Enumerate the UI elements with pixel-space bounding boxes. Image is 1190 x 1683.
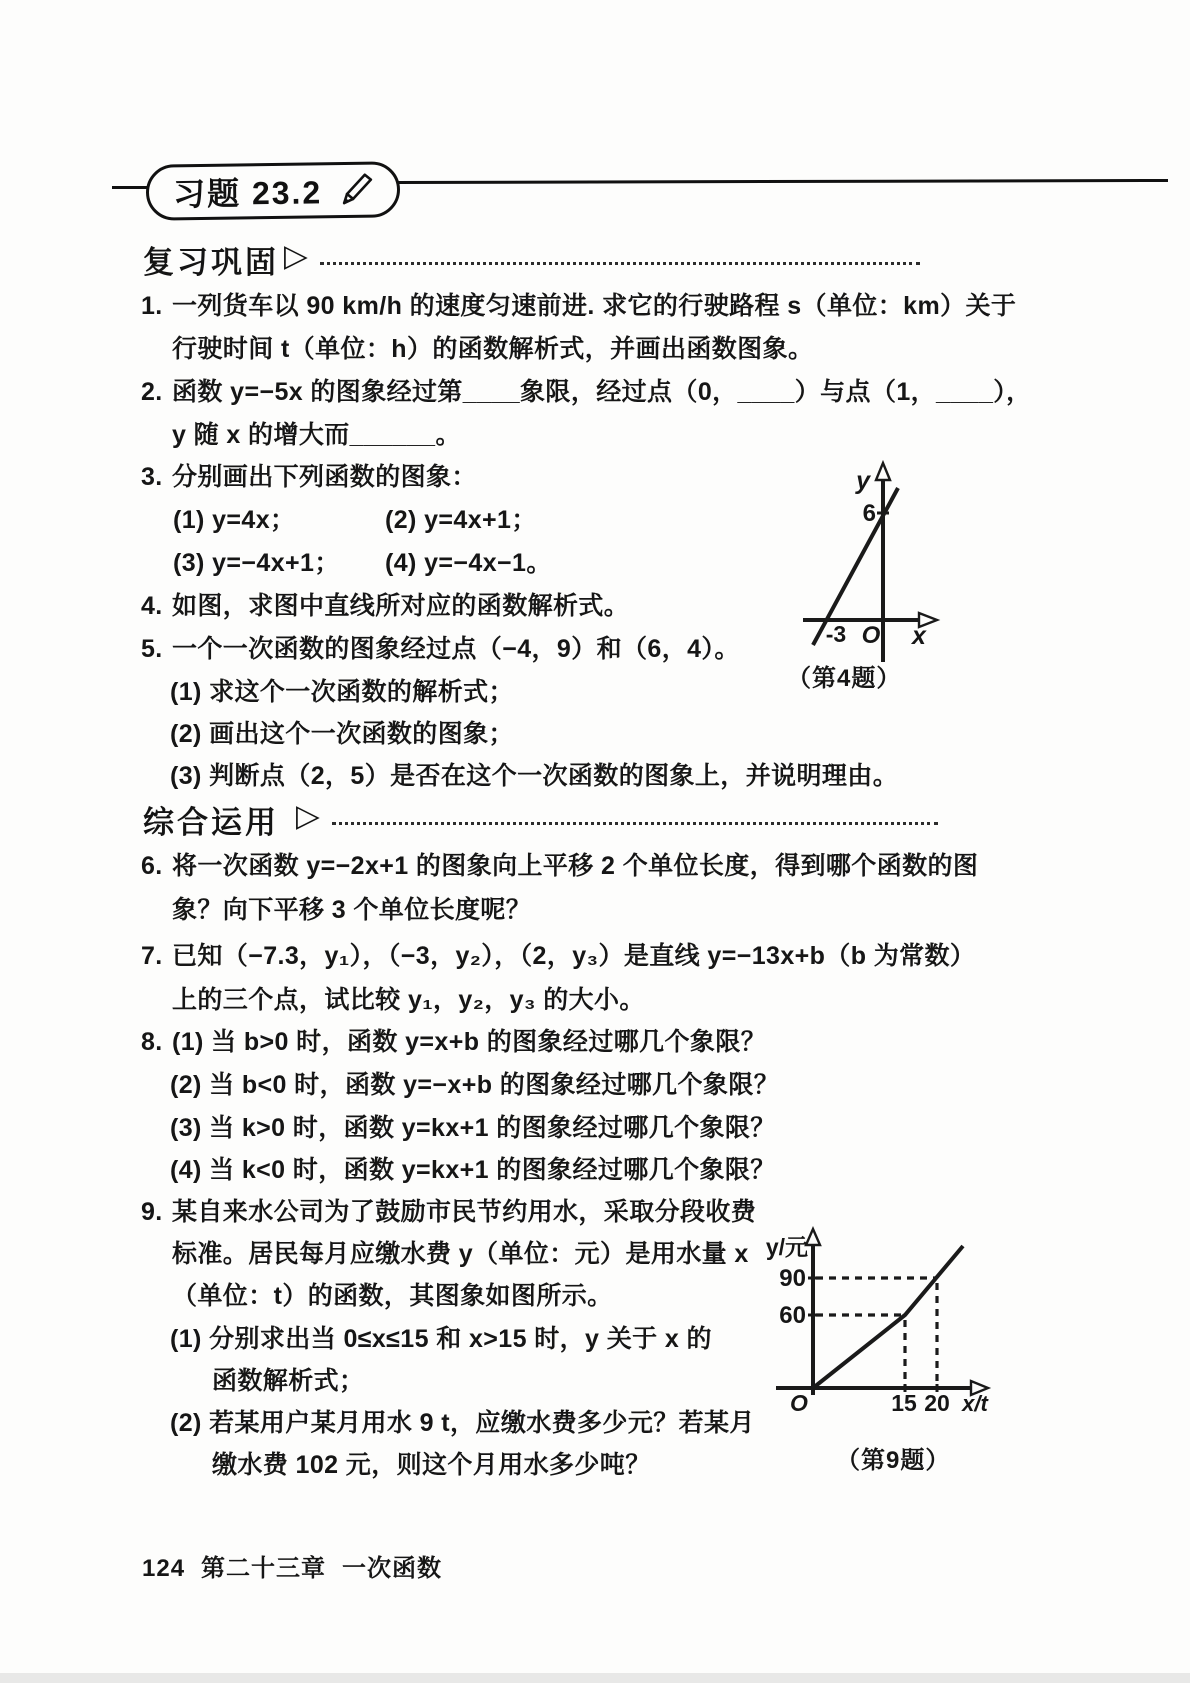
exercise-title: 习题 23.2 bbox=[172, 174, 323, 213]
figure-q9-caption: （第9题） bbox=[836, 1447, 951, 1474]
question-2-number: 2. bbox=[141, 378, 163, 406]
y-tick-90-label: 90 bbox=[779, 1265, 806, 1292]
section-apply-leader bbox=[332, 822, 938, 825]
question-6-number: 6. bbox=[141, 852, 163, 880]
question-3-item-3: (3) y=−4x+1； bbox=[173, 549, 340, 577]
question-9-number: 9. bbox=[141, 1198, 163, 1226]
question-8-number: 8. bbox=[141, 1028, 163, 1056]
y-axis-label: y/元 bbox=[765, 1234, 808, 1260]
question-9-line-1: 9. 某自来水公司为了鼓励市民节约用水，采取分段收费 bbox=[141, 1198, 757, 1226]
question-2-line-2: y 随 x 的增大而______。 bbox=[172, 421, 461, 449]
question-3-line-1: 3. 分别画出下列函数的图象： bbox=[141, 463, 477, 491]
section-review-title: 复习巩固 bbox=[143, 245, 279, 280]
page-number: 124 bbox=[142, 1555, 186, 1582]
origin-label: O bbox=[790, 1390, 808, 1416]
section-apply-title: 综合运用 bbox=[143, 805, 279, 840]
header-rule-left bbox=[112, 186, 148, 189]
question-9-sub-2-line-2: 缴水费 102 元，则这个月用水多少吨？ bbox=[212, 1451, 651, 1479]
y-axis-label: y bbox=[856, 467, 870, 495]
origin-label: O bbox=[861, 622, 881, 649]
question-3-item-4: (4) y=−4x−1。 bbox=[385, 549, 552, 577]
y-axis-arrow bbox=[876, 463, 890, 480]
section-review-marker: ▷ bbox=[284, 238, 308, 273]
question-5-sub-1: (1) 求这个一次函数的解析式； bbox=[170, 678, 514, 706]
figure-q4-caption: （第4题） bbox=[787, 665, 902, 692]
question-5-line-1: 5. 一个一次函数的图象经过点（−4，9）和（6，4）。 bbox=[141, 635, 740, 663]
question-8-sub-2: (2) 当 b<0 时，函数 y=−x+b 的图象经过哪几个象限？ bbox=[170, 1071, 780, 1099]
question-6-line-2: 象？向下平移 3 个单位长度呢？ bbox=[172, 896, 532, 924]
header-rule-right bbox=[398, 179, 1168, 184]
x-tick-20-label: 20 bbox=[924, 1390, 950, 1416]
question-7-line-2: 上的三个点，试比较 y₁，y₂，y₃ 的大小。 bbox=[172, 986, 645, 1014]
x-axis-label: x bbox=[912, 622, 926, 650]
page-footer bbox=[142, 1548, 458, 1583]
question-1-number: 1. bbox=[141, 292, 163, 320]
footer-book-title: 一次函数 bbox=[342, 1555, 443, 1582]
x-tick-label: -3 bbox=[825, 621, 847, 647]
scan-edge-strip bbox=[0, 1673, 1190, 1683]
question-5-number: 5. bbox=[141, 635, 163, 663]
question-5-sub-3: (3) 判断点（2，5）是否在这个一次函数的图象上，并说明理由。 bbox=[170, 762, 899, 790]
question-9-sub-1-line-2: 函数解析式； bbox=[212, 1367, 365, 1395]
question-1-line-1: 1. 一列货车以 90 km/h 的速度匀速前进. 求它的行驶路程 s（单位：km）关于 bbox=[141, 292, 1017, 320]
question-3-item-2: (2) y=4x+1； bbox=[385, 506, 537, 534]
section-apply-marker: ▷ bbox=[296, 798, 320, 833]
question-7-line-1: 7. 已知（−7.3，y₁），（−3，y₂），（2，y₃）是直线 y=−13x+b（b 为常数） bbox=[141, 942, 976, 970]
question-9-line-3: （单位：t）的函数，其图象如图所示。 bbox=[172, 1282, 613, 1310]
question-1-line-2: 行驶时间 t（单位：h）的函数解析式，并画出函数图象。 bbox=[172, 335, 814, 363]
question-4-number: 4. bbox=[141, 592, 163, 620]
question-8-sub-4: (4) 当 k<0 时，函数 y=kx+1 的图象经过哪几个象限？ bbox=[170, 1156, 776, 1184]
question-6-line-1: 6. 将一次函数 y=−2x+1 的图象向上平移 2 个单位长度，得到哪个函数的图 bbox=[141, 852, 979, 880]
figure-q9-graph bbox=[740, 1225, 1010, 1417]
y-tick-label: 6 bbox=[862, 500, 876, 527]
section-review-leader bbox=[320, 262, 920, 265]
question-7-number: 7. bbox=[141, 942, 163, 970]
footer-chapter: 第二十三章 bbox=[201, 1555, 327, 1582]
question-5-sub-2: (2) 画出这个一次函数的图象； bbox=[170, 720, 514, 748]
question-3-number: 3. bbox=[141, 463, 163, 491]
piecewise-line bbox=[813, 1246, 963, 1388]
question-3-item-1: (1) y=4x； bbox=[173, 506, 296, 534]
question-9-sub-2-line-1: (2) 若某用户某月用水 9 t，应缴水费多少元？若某月 bbox=[170, 1409, 755, 1437]
question-4-line-1: 4. 如图，求图中直线所对应的函数解析式。 bbox=[141, 592, 630, 620]
question-2-line-1: 2. 函数 y=−5x 的图象经过第____象限，经过点（0，____）与点（1，____）， bbox=[141, 378, 1032, 406]
question-8-sub-3: (3) 当 k>0 时，函数 y=kx+1 的图象经过哪几个象限？ bbox=[170, 1114, 776, 1142]
y-tick-60-label: 60 bbox=[779, 1302, 806, 1329]
y-axis-arrow bbox=[806, 1229, 820, 1245]
x-axis-label: x/t bbox=[962, 1391, 988, 1416]
pencil-icon bbox=[334, 169, 377, 212]
x-tick-15-label: 15 bbox=[891, 1390, 917, 1416]
exercise-header bbox=[146, 161, 401, 221]
question-9-sub-1-line-1: (1) 分别求出当 0≤x≤15 和 x>15 时，y 关于 x 的 bbox=[170, 1325, 712, 1353]
question-8-line-1: 8. (1) 当 b>0 时，函数 y=x+b 的图象经过哪几个象限？ bbox=[141, 1028, 767, 1056]
question-9-line-2: 标准。居民每月应缴水费 y（单位：元）是用水量 x bbox=[172, 1240, 749, 1268]
